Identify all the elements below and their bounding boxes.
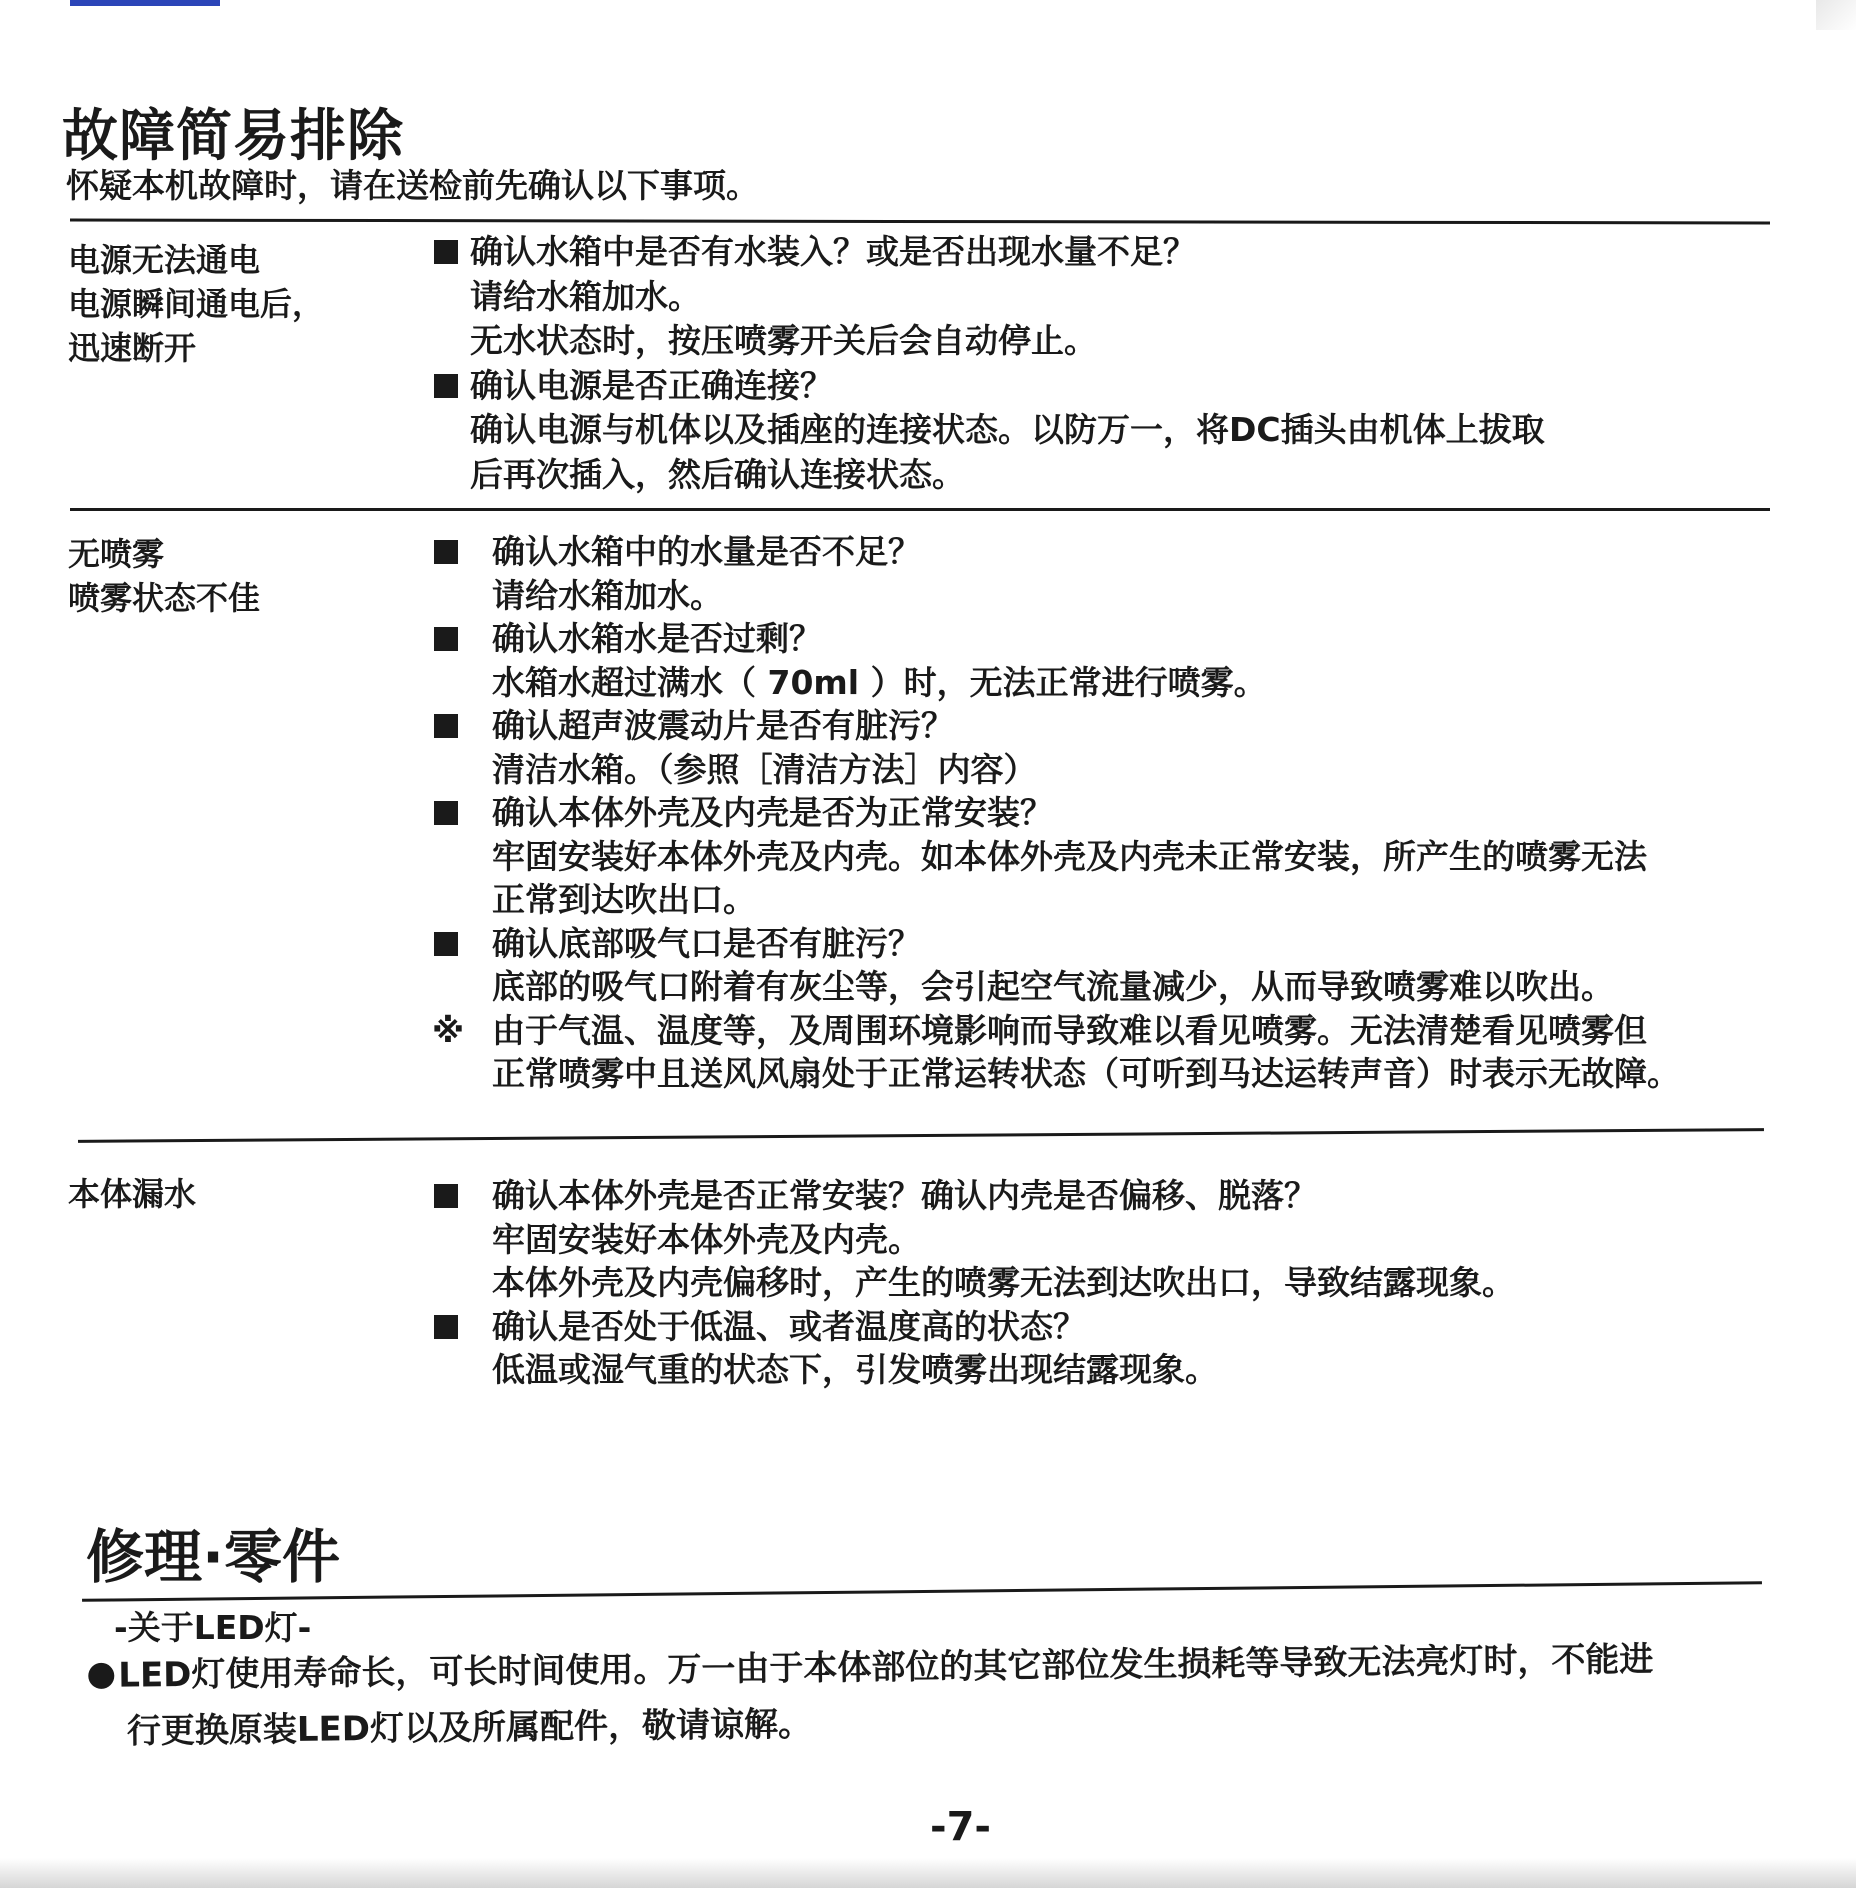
square-bullet-icon (434, 240, 458, 264)
check-detail: 低温或湿气重的状态下，引发喷雾出现结露现象。 (492, 1350, 1218, 1389)
square-bullet-icon (434, 1184, 458, 1208)
square-bullet-icon (434, 627, 458, 651)
page-number: -7- (930, 1804, 992, 1850)
check-list (432, 230, 1782, 497)
square-bullet-icon (434, 1315, 458, 1339)
check-detail: 后再次插入，然后确认连接状态。 (470, 454, 965, 494)
symptom-label: 本体漏水 (68, 1175, 197, 1213)
check-detail: 正常喷雾中且送风风扇处于正常运转状态（可听到马达运转声音）时表示无故障。 (492, 1054, 1680, 1093)
square-bullet-icon (434, 374, 458, 398)
square-bullet-icon (434, 540, 458, 564)
check-note: ※ 由于气温、温度等，及周围环境影响而导致难以看见喷雾。无法清楚看见喷雾但 (432, 1009, 1782, 1053)
check-detail: 正常到达吹出口。 (492, 880, 756, 919)
check-item: 确认水箱中是否有水装入？或是否出现水量不足？ (432, 230, 1782, 275)
check-detail: 牢固安装好本体外壳及内壳。 (492, 1219, 921, 1259)
square-bullet-icon (434, 932, 458, 956)
page-subtitle: 怀疑本机故障时，请在送检前先确认以下事项。 (66, 166, 759, 205)
led-paragraph: LED灯使用寿命长，可长时间使用。万一由于本体部位的其它部位发生损耗等导致无法亮灯时，不能进 行更换原装LED灯以及所属配件，敬请谅解。 (88, 1630, 1789, 1760)
page-edge-shadow (0, 1858, 1856, 1888)
check-detail: 本体外壳及内壳偏移时，产生的喷雾无法到达吹出口，导致结露现象。 (492, 1263, 1515, 1302)
symptom-label: 电源无法通电 电源瞬间通电后， 迅速断开 (68, 241, 325, 367)
divider-rule (70, 508, 1770, 511)
check-item: 确认电源是否正确连接？ (432, 364, 1782, 409)
page-title: 故障简易排除 (62, 104, 404, 169)
round-bullet-icon (88, 1663, 114, 1689)
check-item: 确认水箱中的水量是否不足？ (432, 530, 1782, 574)
symptom-label: 无喷雾 喷雾状态不佳 (68, 535, 261, 617)
square-bullet-icon (434, 714, 458, 738)
check-item: 确认本体外壳及内壳是否为正常安装？ (432, 791, 1782, 835)
led-subheading: -关于LED灯- (114, 1608, 312, 1647)
check-detail: 牢固安装好本体外壳及内壳。如本体外壳及内壳未正常安装，所产生的喷雾无法 (492, 836, 1647, 876)
check-item: 确认超声波震动片是否有脏污？ (432, 704, 1782, 748)
repair-section-title: 修理·零件 (86, 1523, 341, 1591)
check-detail: 清洁水箱。（参照［清洁方法］内容） (492, 749, 1037, 789)
page-edge-shadow (1816, 0, 1856, 30)
divider-rule (70, 219, 1770, 225)
check-detail: 请给水箱加水。 (470, 276, 701, 316)
check-list (432, 530, 1782, 1096)
check-item: 确认水箱水是否过剩？ (432, 617, 1782, 661)
check-detail: 水箱水超过满水（ 70ml ）时，无法正常进行喷雾。 (492, 662, 1267, 702)
check-item: 确认是否处于低温、或者温度高的状态？ (432, 1305, 1782, 1349)
reference-mark-icon: ※ (432, 1010, 465, 1050)
check-list (432, 1174, 1782, 1392)
check-detail: 请给水箱加水。 (492, 575, 723, 615)
blue-corner-mark (70, 0, 220, 6)
check-item: 确认底部吸气口是否有脏污？ (432, 922, 1782, 966)
square-bullet-icon (434, 801, 458, 825)
divider-rule (78, 1128, 1764, 1143)
check-detail: 无水状态时，按压喷雾开关后会自动停止。 (470, 321, 1097, 360)
check-item: 确认本体外壳是否正常安装？确认内壳是否偏移、脱落？ (432, 1174, 1782, 1218)
check-detail: 确认电源与机体以及插座的连接状态。以防万一，将DC插头由机体上拔取 (470, 410, 1545, 449)
check-detail: 底部的吸气口附着有灰尘等，会引起空气流量减少，从而导致喷雾难以吹出。 (492, 967, 1614, 1006)
